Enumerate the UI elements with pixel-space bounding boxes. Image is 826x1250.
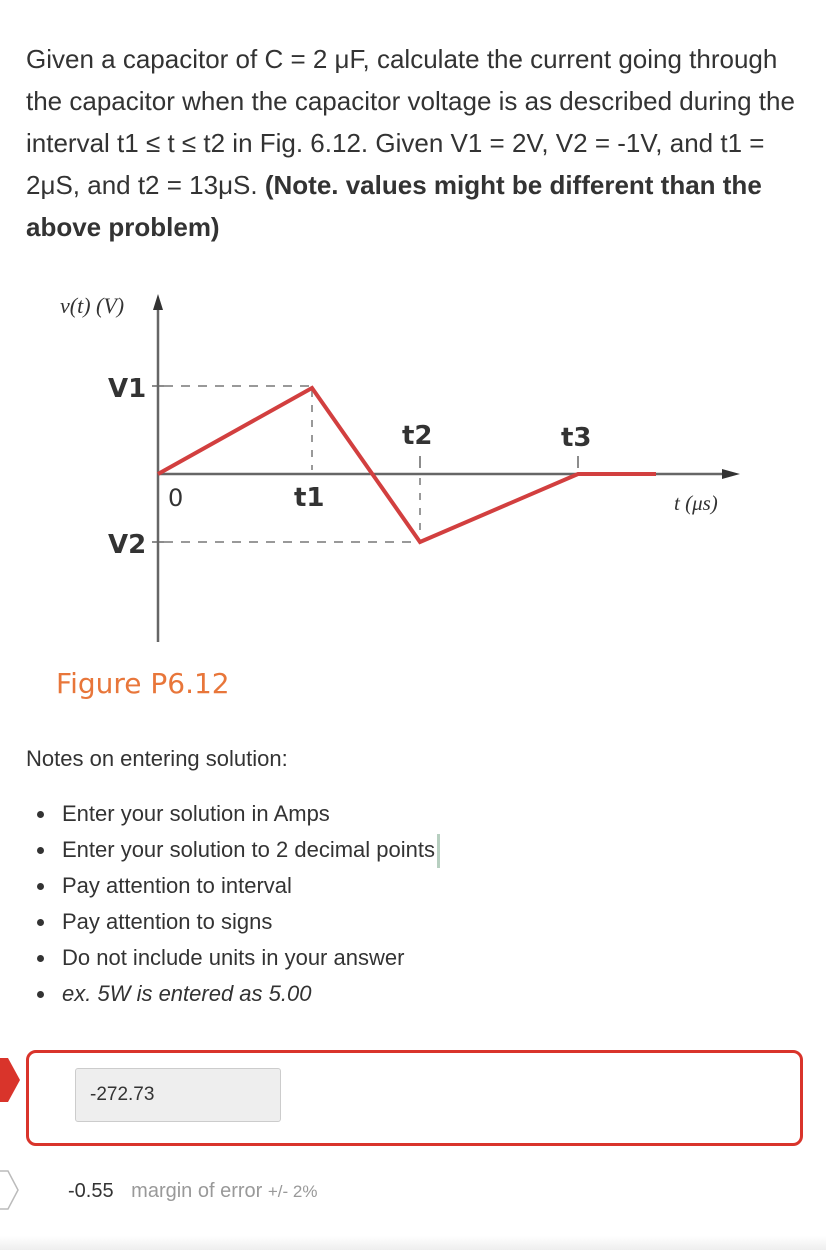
y-axis-arrow-icon — [153, 294, 163, 310]
figure-p6-12 — [0, 270, 826, 710]
notes-heading: Notes on entering solution: — [26, 746, 288, 771]
x-axis-label: t (μs) — [674, 491, 718, 515]
v2-label: V2 — [108, 530, 147, 560]
t2-label: t2 — [402, 421, 433, 451]
question-body: Given a capacitor of C = 2 μF, calculate the current going through the capacitor when the capacitor voltage is as described during the interval t1 ≤ t ≤ t2 in Fig. 6.12. Given V1 = 2V, V2 = -1V, and t1 = 2μS, and t2 = 13μS. — [26, 44, 795, 200]
t1-label: t1 — [294, 483, 325, 513]
t3-label: t3 — [561, 423, 592, 453]
question-note: (Note. values might be different than the above problem) — [26, 170, 762, 242]
list-item: Enter your solution in Amps — [26, 796, 440, 832]
incorrect-marker-icon — [0, 1058, 20, 1102]
list-item: Pay attention to interval — [26, 868, 440, 904]
list-item: Enter your solution to 2 decimal points — [26, 832, 440, 868]
v1-label: V1 — [108, 374, 147, 404]
list-item: ex. 5W is entered as 5.00 — [26, 976, 440, 1012]
margin-label: margin of error — [131, 1180, 263, 1202]
voltage-waveform — [158, 388, 656, 542]
question-text — [26, 38, 806, 248]
list-item: Do not include units in your answer — [26, 940, 440, 976]
figure-caption: Figure P6.12 — [56, 667, 230, 700]
bottom-divider — [0, 1236, 826, 1250]
correct-answer-value: -0.55 — [68, 1180, 114, 1202]
list-item: Pay attention to signs — [26, 904, 440, 940]
y-axis-label: v(t) (V) — [60, 293, 125, 318]
origin-label: 0 — [168, 484, 184, 512]
notes-list — [26, 796, 440, 1012]
answer-input[interactable] — [75, 1068, 281, 1122]
correct-answer-line — [68, 1180, 317, 1203]
answer-marker-icon — [0, 1170, 20, 1210]
margin-value: +/- 2% — [267, 1182, 318, 1201]
x-axis-arrow-icon — [722, 469, 740, 479]
answer-box — [26, 1050, 803, 1146]
text-cursor — [437, 834, 440, 868]
